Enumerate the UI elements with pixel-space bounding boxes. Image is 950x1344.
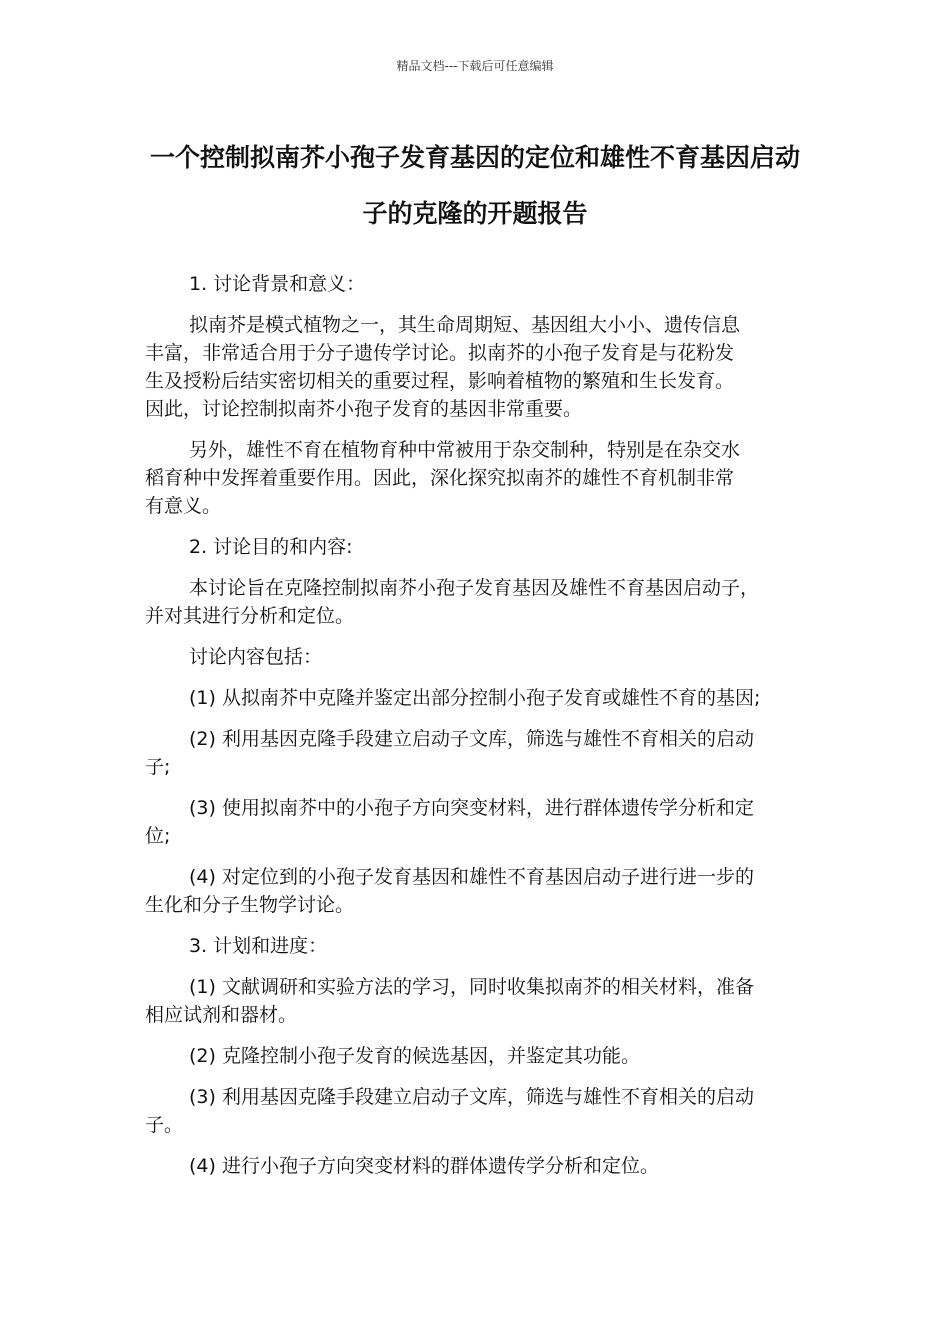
plan-item-1: (1) 文献调研和实验方法的学习，同时收集拟南芥的相关材料，准备 相应试剂和器材。 <box>145 976 754 1026</box>
section-heading-plan: 3. 计划和进度： <box>189 935 328 957</box>
plan-item-2: (2) 克隆控制小孢子发育的候选基因，并鉴定其功能。 <box>189 1045 640 1067</box>
content-item-2: (2) 利用基因克隆手段建立启动子文库，筛选与雄性不育相关的启动 子; <box>145 728 754 778</box>
document-title: 一个控制拟南芥小孢子发育基因的定位和雄性不育基因启动子的克隆的开题报告 <box>149 143 800 228</box>
content-item-1: (1) 从拟南芥中克隆并鉴定出部分控制小孢子发育或雄性不育的基因; <box>189 687 761 709</box>
plan-item-4: (4) 进行小孢子方向突变材料的群体遗传学分析和定位。 <box>189 1155 659 1177</box>
content-item-4: (4) 对定位到的小孢子发育基因和雄性不育基因启动子进行进一步的 生化和分子生物学讨论。 <box>145 866 754 916</box>
paragraph-background-1: 拟南芥是模式植物之一，其生命周期短、基因组大小小、遗传信息 丰富，非常适合用于分子遗传学讨论。拟南芥的小孢子发育是与花粉发 生及授粉后结实密切相关的重要过程，影响着植物的繁殖和生长发育。 因此，讨论控制拟南芥小孢子发育的基因非常重要。 <box>145 314 741 420</box>
paragraph-purpose: 本讨论旨在克隆控制拟南芥小孢子发育基因及雄性不育基因启动子， 并对其进行分析和定位。 <box>145 577 760 627</box>
header-note: 精品文档---下载后可任意编辑 <box>396 59 554 73</box>
paragraph-content-intro: 讨论内容包括： <box>189 646 323 668</box>
section-heading-purpose: 2. 讨论目的和内容: <box>189 536 353 558</box>
document-body <box>145 270 815 1193</box>
section-heading-background: 1. 讨论背景和意义： <box>189 273 366 295</box>
paragraph-background-2: 另外，雄性不育在植物育种中常被用于杂交制种，特别是在杂交水 稻育种中发挥着重要作用。因此，深化探究拟南芥的雄性不育机制非常 有意义。 <box>145 439 741 517</box>
content-item-3: (3) 使用拟南芥中的小孢子方向突变材料，进行群体遗传学分析和定 位; <box>145 797 754 847</box>
plan-item-3: (3) 利用基因克隆手段建立启动子文库，筛选与雄性不育相关的启动 子。 <box>145 1086 754 1136</box>
